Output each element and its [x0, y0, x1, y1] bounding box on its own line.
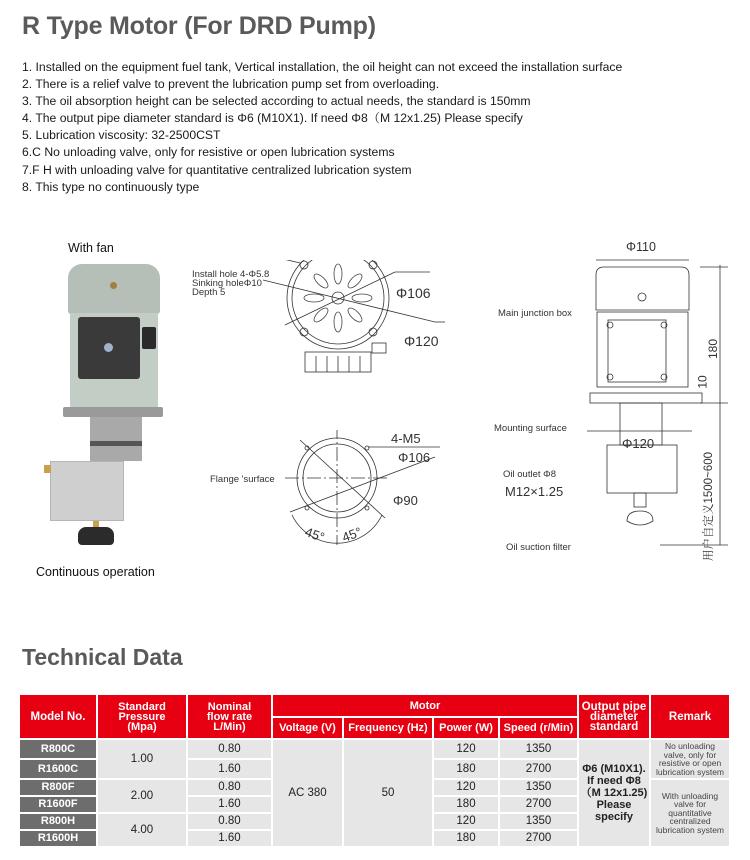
angle-left-label: 45°: [303, 524, 327, 545]
power-cell: 120: [434, 780, 498, 795]
photo-caption-top: With fan: [68, 241, 114, 255]
power-cell: 180: [434, 831, 498, 846]
power-cell: 120: [434, 740, 498, 758]
speed-cell: 1350: [500, 780, 577, 795]
pipe-standard-cell: Φ6 (M10X1). If need Φ8 （M 12x1.25) Please specify: [579, 740, 649, 846]
pressure-cell: 2.00: [98, 780, 186, 812]
power-cell: 180: [434, 760, 498, 778]
header-power: Power (W): [434, 718, 498, 738]
section-title-technical-data: Technical Data: [22, 644, 183, 670]
angle-right-label: 45°: [340, 524, 364, 545]
pressure-cell: 4.00: [98, 814, 186, 846]
flow-cell: 1.60: [188, 831, 271, 846]
flow-cell: 1.60: [188, 797, 271, 812]
oil-outlet-label: Oil outlet Φ8: [503, 469, 556, 480]
header-speed: Speed (r/Min): [500, 718, 577, 738]
model-cell: R800H: [20, 814, 96, 829]
motor-photo: [30, 255, 170, 555]
flow-cell: 0.80: [188, 814, 271, 829]
page-title: R Type Motor (For DRD Pump): [22, 12, 376, 40]
header-voltage: Voltage (V): [273, 718, 342, 738]
suction-length-label: 用户自定义1500~600: [703, 452, 715, 561]
flow-cell: 1.60: [188, 760, 271, 778]
feature-item: 8. This type no continuously type: [22, 179, 200, 194]
frequency-cell: 50: [344, 740, 432, 846]
model-cell: R1600H: [20, 831, 96, 846]
dimension-106: Φ106: [396, 285, 431, 301]
voltage-cell: AC 380: [273, 740, 342, 846]
speed-cell: 1350: [500, 740, 577, 758]
technical-data-table: [18, 693, 731, 848]
flange-surface-label: Flange 'surface: [210, 474, 275, 485]
flow-cell: 0.80: [188, 780, 271, 795]
header-pressure: Standard Pressure (Mpa): [98, 695, 186, 738]
suction-filter-label: Oil suction filter: [506, 542, 571, 553]
model-cell: R1600F: [20, 797, 96, 812]
model-cell: R800C: [20, 740, 96, 758]
flow-cell: 0.80: [188, 740, 271, 758]
install-hole-label: Install hole 4-Φ5.8 Sinking holeΦ10 Depth 5: [192, 269, 270, 298]
header-motor: Motor: [273, 695, 577, 716]
feature-item: 7.F H with unloading valve for quantitative centralized lubrication system: [22, 162, 412, 177]
feature-item: 2. There is a relief valve to prevent the lubrication pump set from overloading.: [22, 77, 440, 92]
feature-item: 5. Lubrication viscosity: 32-2500CST: [22, 128, 221, 143]
side-dimension-120: Φ120: [622, 436, 655, 451]
remark-cell: No unloading valve, only for resistive or open lubrication system: [651, 740, 729, 778]
table-row: [20, 740, 729, 758]
flange-dimension-106: Φ106: [398, 450, 431, 465]
outlet-thread-label: M12×1.25: [505, 484, 564, 499]
feature-item: 4. The output pipe diameter standard is Φ6 (M10X1). If need Φ8（M 12x1.25) Please specify: [22, 111, 523, 126]
drawing-side-view: [580, 255, 740, 555]
speed-cell: 2700: [500, 760, 577, 778]
header-model: Model No.: [20, 695, 96, 738]
model-cell: R1600C: [20, 760, 96, 778]
power-cell: 180: [434, 797, 498, 812]
junction-box-label: Main junction box: [498, 308, 572, 319]
model-cell: R800F: [20, 780, 96, 795]
feature-item: 6.C No unloading valve, only for resistive or open lubrication systems: [22, 145, 395, 160]
photo-caption-bottom: Continuous operation: [36, 565, 155, 579]
flange-holes-label: 4-M5: [391, 431, 421, 446]
dimension-120: Φ120: [404, 333, 439, 349]
feature-item: 1. Installed on the equipment fuel tank, Vertical installation, the oil height can not exceed the installation surface: [22, 60, 623, 74]
remark-cell: With unloading valve for quantitative centralized lubrication system: [651, 780, 729, 846]
header-pipe: Output pipe diameter standard: [579, 695, 649, 738]
dimension-110: Φ110: [626, 240, 656, 254]
power-cell: 120: [434, 814, 498, 829]
pressure-cell: 1.00: [98, 740, 186, 778]
flange-dimension-90: Φ90: [393, 493, 418, 508]
speed-cell: 2700: [500, 797, 577, 812]
dimension-10: 10: [695, 375, 710, 389]
feature-item: 3. The oil absorption height can be selected according to actual needs, the standard is 150mm: [22, 94, 531, 109]
feature-list: [22, 59, 622, 196]
header-frequency: Frequency (Hz): [344, 718, 432, 738]
header-flow: Nominal flow rate L/Min): [188, 695, 271, 738]
header-remark: Remark: [651, 695, 729, 738]
speed-cell: 1350: [500, 814, 577, 829]
mounting-surface-label: Mounting surface: [494, 423, 567, 434]
dimension-180: 180: [706, 338, 721, 360]
speed-cell: 2700: [500, 831, 577, 846]
